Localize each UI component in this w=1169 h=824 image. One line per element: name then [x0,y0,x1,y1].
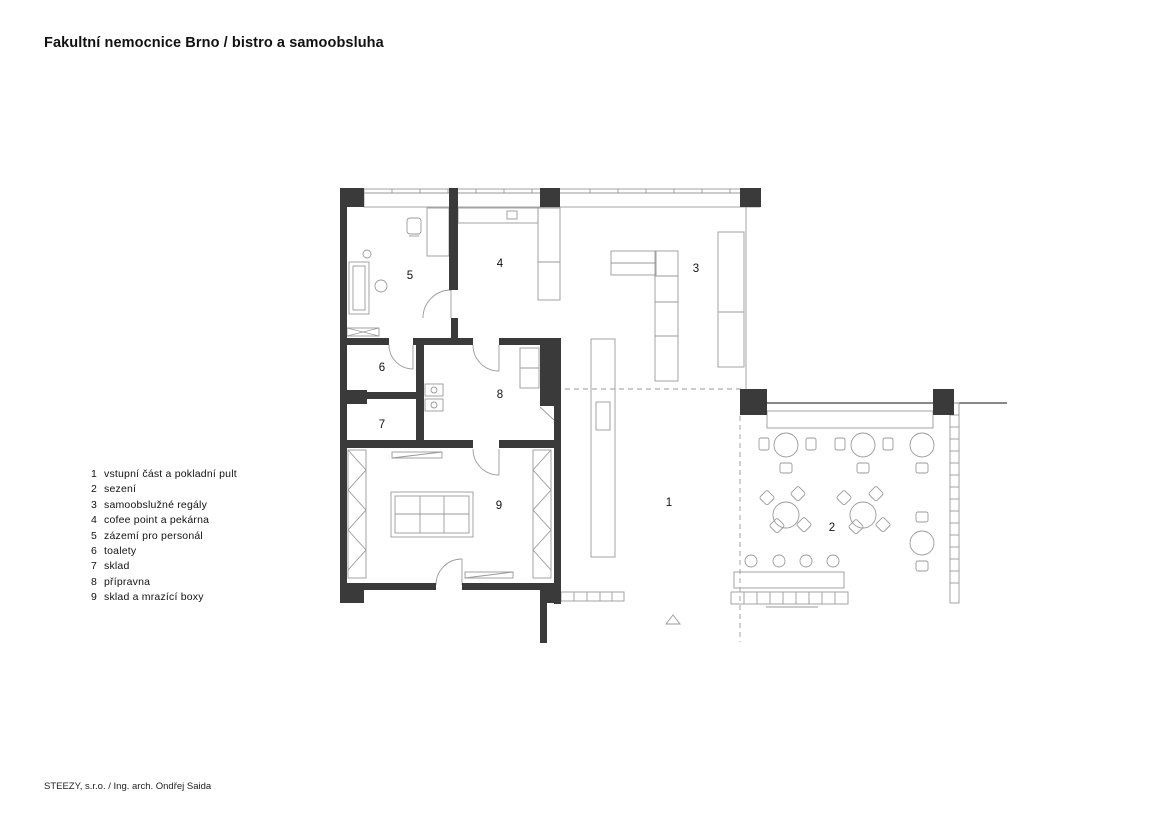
legend-label: toalety [104,545,137,558]
legend-number: 6 [91,545,98,558]
room-label-9: 9 [495,500,503,512]
room-label-6: 6 [378,362,386,374]
room-label-7: 7 [378,419,386,431]
room-label-1: 1 [665,497,673,509]
legend-label: sklad [104,560,130,573]
room-label-2: 2 [828,522,836,534]
legend-number: 7 [91,560,98,573]
legend-label: cofee point a pekárna [104,514,210,527]
plan-linework [347,189,1007,624]
legend-label: samoobslužné regály [104,498,208,511]
legend-number: 4 [91,514,98,527]
legend-number: 2 [91,483,98,496]
footer-credit: STEEZY, s.r.o. / Ing. arch. Ondřej Saida [44,781,212,792]
dashed-boundaries [556,389,741,642]
room-label-3: 3 [692,263,700,275]
legend-number: 8 [91,575,98,588]
legend-number: 9 [91,591,98,604]
room-label-4: 4 [496,258,504,270]
room-label-5: 5 [406,270,414,282]
page-title: Fakultní nemocnice Brno / bistro a samoobsluha [44,35,384,51]
legend-number: 3 [91,498,98,511]
legend-label: sezení [104,483,137,496]
legend-number: 5 [91,529,98,542]
legend-label: zázemí pro personál [104,529,203,542]
legend-label: sklad a mrazící boxy [104,591,204,604]
legend-label: přípravna [104,575,151,588]
legend-label: vstupní část a pokladní pult [104,468,237,480]
legend-number: 1 [91,468,98,480]
room-label-8: 8 [496,389,504,401]
